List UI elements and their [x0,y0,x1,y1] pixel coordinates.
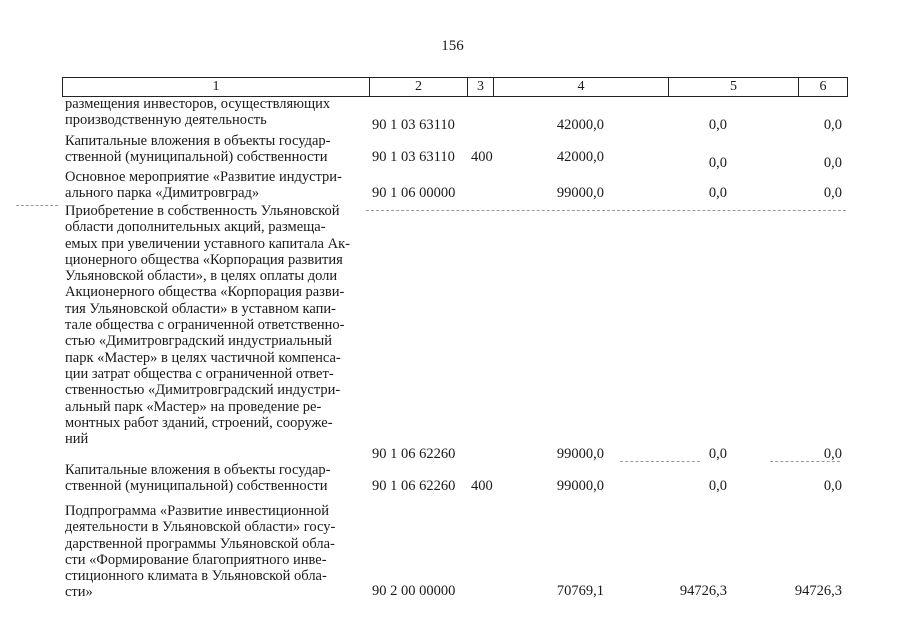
row-col4: 70769,1 [556,583,604,599]
row-description: Капитальные вложения в объекты государ- ственной (муниципальной) собственности [65,133,331,166]
row-description: Подпрограмма «Развитие инвестиционной деятельности в Ульяновской области» госу- дарственной программы Ульяновской обла- сти «Формирование благоприятного инве- стиционного климата в Ульяновской обла- сти» [65,503,336,601]
scan-artifact-line [366,210,846,211]
scan-artifact-line [16,205,58,206]
row-code: 90 1 03 63110 [372,117,455,133]
row-col6: 0,0 [823,185,842,201]
header-col-4: 4 [494,78,669,96]
row-kind: 400 [471,149,493,165]
row-col6: 0,0 [823,478,842,494]
row-code: 90 1 06 62260 [372,478,456,494]
row-code: 90 2 00 00000 [372,583,456,599]
row-description: Приобретение в собственность Ульяновской области дополнительных акций, размеща- емых при увеличении уставного капитала Ак- ционерного общества «Корпорация развития Ульяновской области», в целях оплаты доли Акционерного общества «Корпорация разви- тия Ульяновской области» в уставном капи- тале общества с ограниченной ответственно- стью «Димитровградский индустриальный парк «Мастер» в целях частичной компенса- ции затрат общества с ограниченной ответ- ственностью «Димитровградский индустри- альный парк «Мастер» на проведение ре- монтных работ зданий, строений, сооруже- ний [65,203,350,448]
row-col6: 0,0 [823,155,842,171]
row-code: 90 1 03 63110 [372,149,455,165]
header-col-2: 2 [370,78,468,96]
row-col5: 0,0 [708,155,727,171]
row-col4: 99000,0 [556,478,604,494]
row-col5: 94726,3 [679,583,727,599]
header-col-6: 6 [819,79,827,94]
row-col6: 0,0 [823,446,842,462]
row-col5: 0,0 [708,446,727,462]
table-header [62,77,848,97]
row-col4: 42000,0 [556,149,604,165]
row-col5: 0,0 [708,478,727,494]
row-description: размещения инвесторов, осуществляющих производственную деятельность [65,96,331,129]
row-col6: 94726,3 [794,583,842,599]
row-col5: 0,0 [708,185,727,201]
row-description: Капитальные вложения в объекты государ- ственной (муниципальной) собственности [65,462,331,495]
row-col6: 0,0 [823,117,842,133]
row-description: Основное мероприятие «Развитие индустри- ального парка «Димитровград» [65,169,342,202]
header-col-5: 5 [669,78,799,96]
row-kind: 400 [471,478,493,494]
scan-artifact-line [770,461,840,462]
row-col4: 99000,0 [556,446,604,462]
row-col4: 99000,0 [556,185,604,201]
page-number: 156 [441,38,464,54]
row-col5: 0,0 [708,117,727,133]
row-code: 90 1 06 00000 [372,185,456,201]
header-col-1: 1 [63,78,370,96]
row-code: 90 1 06 62260 [372,446,456,462]
header-col-3: 3 [468,78,494,96]
row-col4: 42000,0 [556,117,604,133]
scan-artifact-line [620,461,700,462]
